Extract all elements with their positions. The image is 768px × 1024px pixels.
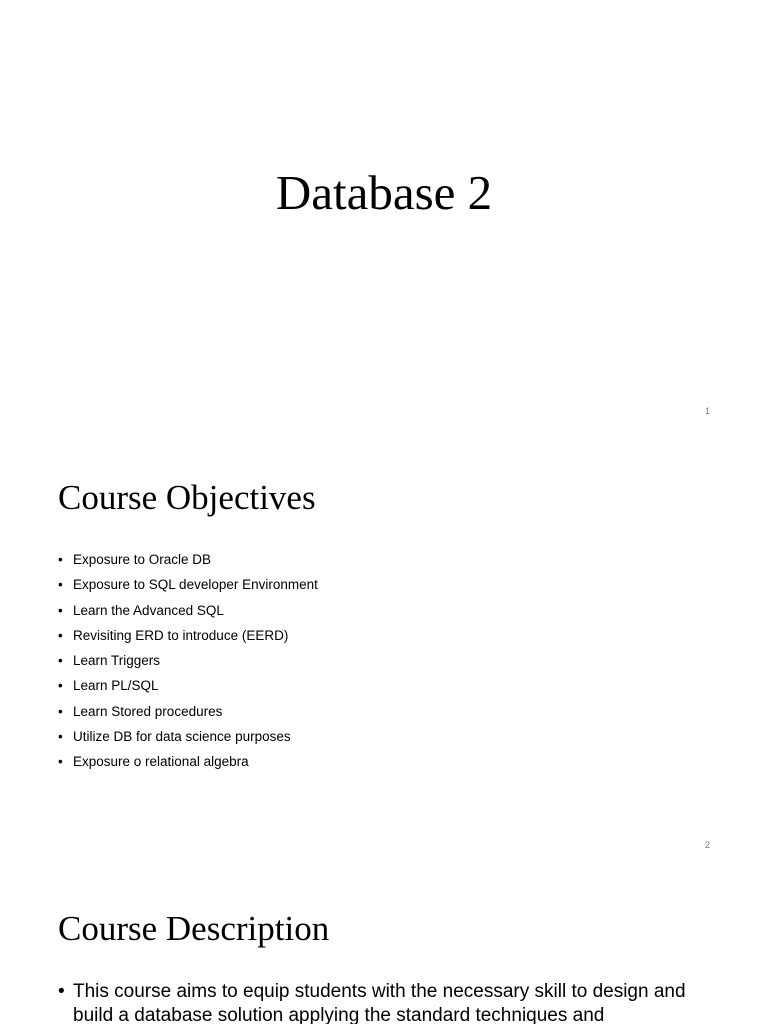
objectives-list <box>58 547 318 775</box>
slide-heading: Course Description <box>58 909 330 948</box>
slide-heading: Course Objectives <box>58 478 316 517</box>
list-item: • This course aims to equip students with the necessary skill to design and build a database solution applying the standard techniques and <box>58 980 718 1024</box>
list-item: • Utilize DB for data science purposes <box>58 724 318 749</box>
list-item: • Exposure to SQL developer Environment <box>58 572 318 597</box>
list-item: • Revisiting ERD to introduce (EERD) <box>58 623 318 648</box>
presentation-title: Database 2 <box>275 165 493 220</box>
list-item: • Exposure o relational algebra <box>58 749 318 774</box>
slide-course-description <box>0 866 768 1024</box>
slide-course-objectives <box>0 433 768 866</box>
list-item: • Exposure to Oracle DB <box>58 547 318 572</box>
description-list <box>58 980 718 1024</box>
list-item: • Learn the Advanced SQL <box>58 598 318 623</box>
slide-number: 2 <box>704 840 710 850</box>
list-item: • Learn Stored procedures <box>58 699 318 724</box>
list-item: • Learn Triggers <box>58 648 318 673</box>
slide-title <box>0 0 768 433</box>
slide-number: 1 <box>704 406 710 416</box>
list-item: • Learn PL/SQL <box>58 673 318 698</box>
